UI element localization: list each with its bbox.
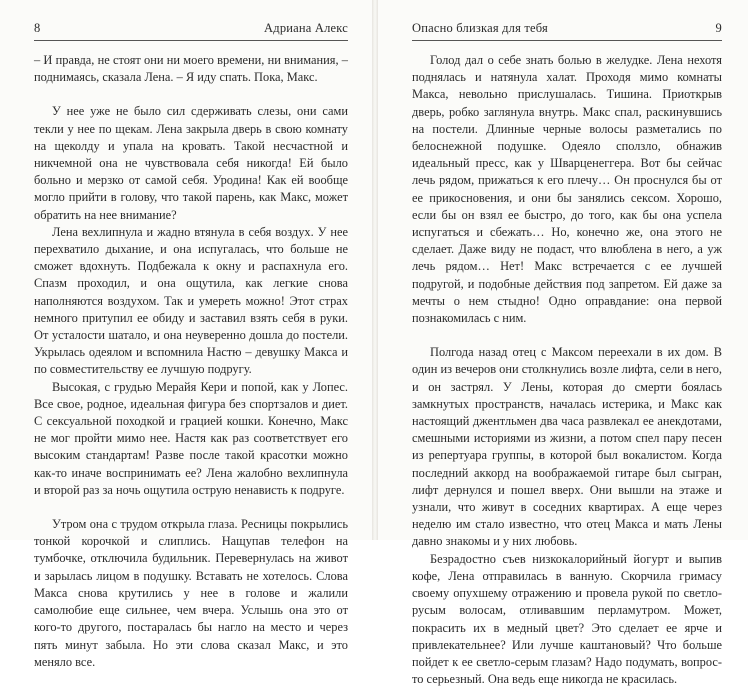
running-title-left: Адриана Алекс bbox=[264, 21, 348, 35]
paragraph: Голод дал о себе знать болью в желудке. Лена нехотя поднялась и натянула халат. Проходя мимо комнаты Макса, невольно прислушалась. Тишина. Приоткрыв дверь, робко заглянула внутрь. Макс спал, раскинувшись на постели. Длинные черные волосы разметались по белоснежной подушке. Одеяло сползло, обнажив идеальный пресс, как у Шварценеггера. Вот бы сейчас лечь рядом, прижаться к его плечу… Он проснулся бы от ее прикосновения, и они бы занялись сексом. Хорошо, если бы он взял ее быстро, до того, как бы она успела испугаться и сбежать… Но, конечно же, она этого не сделает. Даже виду не подаст, что влюблена в него, а уж лечь рядом… Нет! Макс встречается с ее лучшей подругой, и подобные действия под запретом. Ей даже за мечты о нем стыдно! Одно оправдание: она первой познакомилась с ним. bbox=[412, 53, 722, 326]
paragraph: – И правда, не стоят они ни моего времени, ни внимания, – поднимаясь, сказала Лена. – Я иду спать. Пока, Макс. bbox=[34, 53, 348, 85]
left-running-head bbox=[34, 18, 348, 41]
paragraph: У нее уже не было сил сдерживать слезы, они сами текли у нее по щекам. Лена закрыла дверь в свою комнату на щеколду и упала на кровать. Такой несчастной и никчемной она не чувствовала себя никогда! Ей было больно и мерзко от самой себя. Уродина! Как ей вообще могло прийти в голову, что такой парень, как Макс, может обратить на нее внимание? bbox=[34, 104, 348, 222]
page-number-left: 8 bbox=[34, 21, 41, 35]
paragraph: Лена вехлипнула и жадно втянула в себя воздух. У нее перехватило дыхание, и она испугалась, что больше не сможет вдохнуть. Подбежала к окну и распахнула его. Спазм проходил, и она ощутила, как легкие снова наполняются воздухом. Так и умереть можно! Этот страх немного притупил ее обиду и заставил взять себя в руки. От усталости шатало, и она неуверенно дошла до постели. Укрылась одеялом и вспомнила Настю – девушку Макса и по совместительству ее лучшую подругу. bbox=[34, 224, 348, 377]
paragraph: Высокая, с грудью Мерайя Кери и попой, как у Лопес. Все свое, родное, идеальная фигура без спортзалов и диет. С сексуальной походкой и грацией кошки. Конечно, Макс не мог пройти мимо нее. Настя как раз соответствует его высоким стандартам! Разве после такой красотки можно как-то иначе воспринимать ее? Лена жалобно вехлипнула и второй раз за ночь ощутила острую ненависть к подруге. bbox=[34, 379, 348, 497]
right-running-head bbox=[412, 18, 722, 41]
page-number-right: 9 bbox=[715, 21, 722, 35]
paragraph: Полгода назад отец с Максом переехали в их дом. В один из вечеров они столкнулись возле лифта, сели в него, и он застрял. У Лены, которая до смерти боялась замкнутых пространств, началась истерика, и Макс как настоящий джентльмен два часа развлекал ее анекдотами, смешными историями из жизни, а потом спел пару песен из репертуара группы, в которой был вокалистом. Когда последний аккорд на воображаемой гитаре был сыгран, лифт дернулся и пошел вверх. Они вышли на этаже и узнали, что живут в соседних квартирах. А еще через неделю им стало известно, что отец Макса и мать Лены давно знакомы и у них любовь. bbox=[412, 345, 722, 549]
paragraph: Утром она с трудом открыла глаза. Ресницы покрылись тонкой корочкой и слиплись. Нащупав телефон на тумбочке, отключила будильник. Перевернулась на живот и зарылась лицом в подушку. Вставать не хотелось. Слова Макса снова крутились у нее в голове и жалили самолюбие еще сильнее, чем вчера. Услышь она это от кого-то другого, постаралась бы нагло на место и через пять минут забыла. Но эти слова сказал Макс, и это меняло все. bbox=[34, 517, 348, 669]
book-gutter bbox=[372, 0, 378, 540]
running-title-right: Опасно близкая для тебя bbox=[412, 21, 548, 35]
left-page bbox=[20, 0, 354, 669]
left-page-text bbox=[34, 52, 348, 671]
right-page bbox=[398, 0, 728, 687]
paragraph: Безрадостно съев низкокалорийный йогурт и выпив кофе, Лена отправилась в ванную. Скорчила гримасу своему опухшему отражению и провела рукой по светло-русым волосам, отливавшим перламутром. Может, покрасить их в медный цвет? Это сделает ее ярче и привлекательнее? Или лучше каштановый? Что больше пойдет к ее светло-серым глазам? Надо подумать, вопрос-то серьезный. Она ведь еще никогда не красилась. bbox=[412, 551, 722, 687]
right-page-text bbox=[412, 52, 722, 688]
